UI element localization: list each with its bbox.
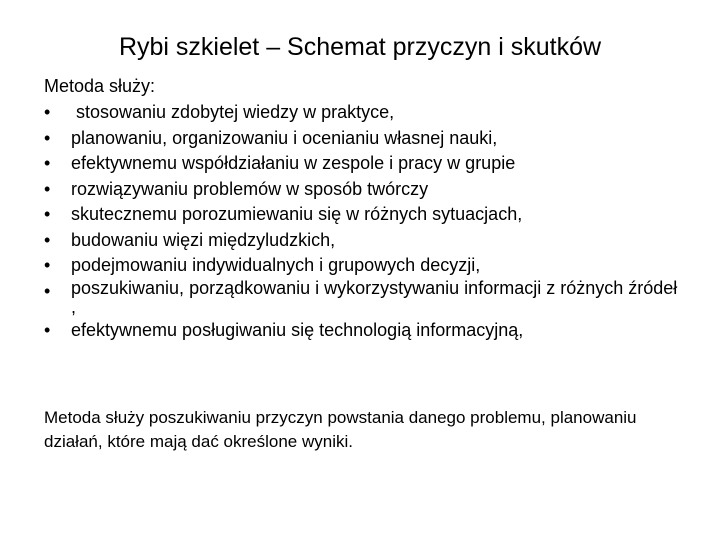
bullet-text: skutecznemu porozumiewaniu się w różnych sytuacjach, (71, 204, 523, 224)
bullet-icon: • (44, 280, 51, 301)
bullet-item (44, 318, 684, 342)
bullet-text: efektywnemu współdziałaniu w zespole i pracy w grupie (71, 153, 516, 173)
bullet-item (44, 202, 684, 226)
bullet-item (44, 151, 684, 175)
bullet-icon: • (44, 320, 51, 340)
bullet-icon: • (44, 204, 51, 224)
bullet-icon: • (44, 178, 51, 199)
slide-title: Rybi szkielet – Schemat przyczyn i skutków (118, 33, 602, 61)
bullet-text: efektywnemu posługiwaniu się technologią informacyjną, (71, 320, 524, 340)
bullet-icon: • (44, 127, 51, 148)
bullet-item (44, 253, 684, 277)
bullet-item (44, 228, 684, 252)
bullet-icon: • (44, 153, 51, 173)
bullet-item (44, 100, 684, 124)
bullet-text: stosowaniu zdobytej wiedzy w praktyce, (71, 102, 395, 122)
lead-text: Metoda służy: (44, 76, 156, 96)
bullet-text: planowaniu, organizowaniu i ocenianiu własnej nauki, (71, 127, 498, 148)
bullet-list (44, 100, 684, 344)
bullet-item (44, 177, 684, 201)
bullet-icon: • (44, 255, 51, 275)
bullet-icon: • (44, 102, 51, 122)
bullet-item (44, 126, 684, 150)
bullet-text: rozwiązywaniu problemów w sposób twórczy (71, 178, 429, 199)
bullet-icon: • (44, 229, 51, 250)
bullet-item (44, 279, 684, 317)
bullet-text: podejmowaniu indywidualnych i grupowych decyzji, (71, 255, 481, 275)
footer-text: Metoda służy poszukiwaniu przyczyn powstania danego problemu, planowaniu działań, które mają dać określone wyniki. (44, 408, 637, 451)
bullet-text: poszukiwaniu, porządkowaniu i wykorzystywaniu informacji z różnych źródeł , (71, 277, 678, 317)
bullet-text: budowaniu więzi międzyludzkich, (71, 229, 336, 250)
